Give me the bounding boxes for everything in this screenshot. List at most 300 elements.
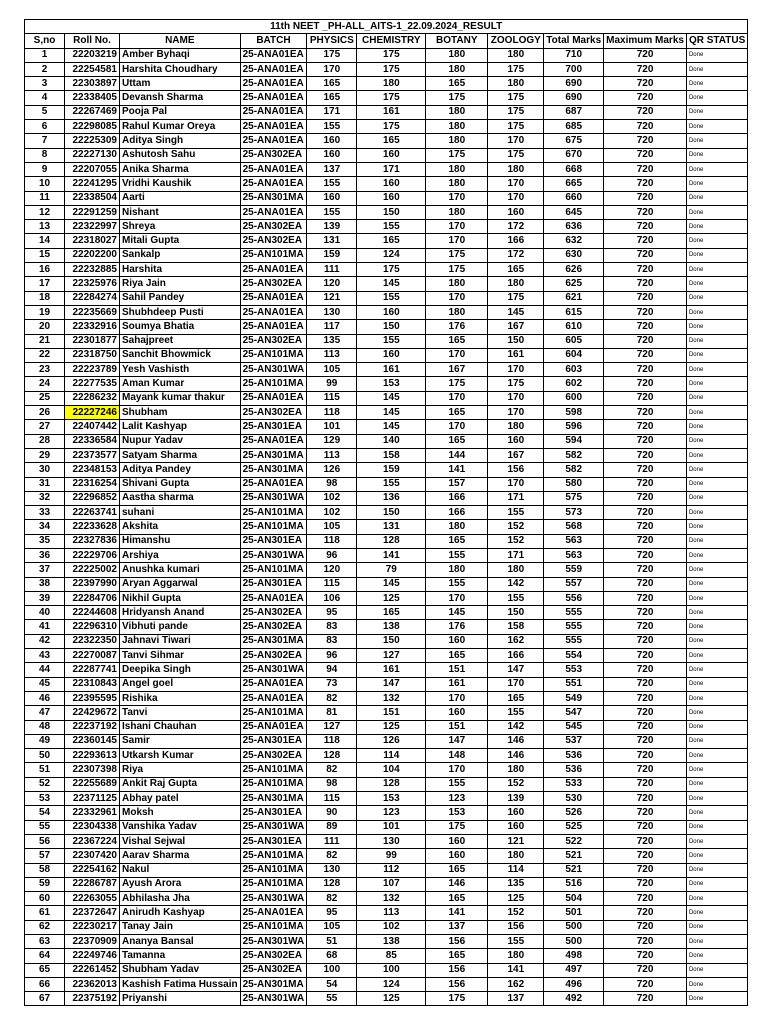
cell-name: Aastha sharma bbox=[120, 491, 241, 505]
cell-name: Satyam Sharma bbox=[120, 448, 241, 462]
cell-chemistry: 128 bbox=[357, 777, 426, 791]
cell-total-marks: 615 bbox=[544, 305, 604, 319]
table-row bbox=[25, 506, 748, 520]
cell-sno: 42 bbox=[25, 634, 65, 648]
cell-name: Rahul Kumar Oreya bbox=[120, 120, 241, 134]
cell-name: Nikhil Gupta bbox=[120, 591, 241, 605]
cell-name: Arshiya bbox=[120, 548, 241, 562]
cell-batch: 25-AN101MA bbox=[240, 348, 307, 362]
cell-qr-status: Done bbox=[686, 935, 747, 949]
cell-botany: 170 bbox=[426, 763, 488, 777]
cell-chemistry: 138 bbox=[357, 935, 426, 949]
cell-qr-status: Done bbox=[686, 734, 747, 748]
cell-botany: 165 bbox=[426, 534, 488, 548]
cell-maximum-marks: 720 bbox=[604, 792, 687, 806]
cell-total-marks: 504 bbox=[544, 892, 604, 906]
cell-chemistry: 132 bbox=[357, 892, 426, 906]
cell-botany: 166 bbox=[426, 491, 488, 505]
cell-zoology: 180 bbox=[488, 162, 544, 176]
cell-roll-no: 22286787 bbox=[65, 877, 120, 891]
cell-name: Riya bbox=[120, 763, 241, 777]
cell-name: Ishani Chauhan bbox=[120, 720, 241, 734]
table-row bbox=[25, 949, 748, 963]
cell-physics: 113 bbox=[307, 348, 357, 362]
cell-maximum-marks: 720 bbox=[604, 677, 687, 691]
cell-total-marks: 645 bbox=[544, 205, 604, 219]
cell-batch: 25-AN301WA bbox=[240, 363, 307, 377]
cell-physics: 111 bbox=[307, 263, 357, 277]
cell-physics: 160 bbox=[307, 191, 357, 205]
cell-total-marks: 602 bbox=[544, 377, 604, 391]
cell-qr-status: Done bbox=[686, 834, 747, 848]
cell-botany: 180 bbox=[426, 62, 488, 76]
cell-qr-status: Done bbox=[686, 906, 747, 920]
cell-batch: 25-AN302EA bbox=[240, 334, 307, 348]
cell-roll-no: 22318027 bbox=[65, 234, 120, 248]
cell-qr-status: Done bbox=[686, 377, 747, 391]
cell-roll-no: 22407442 bbox=[65, 420, 120, 434]
cell-total-marks: 685 bbox=[544, 120, 604, 134]
cell-sno: 17 bbox=[25, 277, 65, 291]
cell-total-marks: 603 bbox=[544, 363, 604, 377]
cell-maximum-marks: 720 bbox=[604, 420, 687, 434]
cell-botany: 180 bbox=[426, 305, 488, 319]
cell-total-marks: 537 bbox=[544, 734, 604, 748]
cell-maximum-marks: 720 bbox=[604, 277, 687, 291]
cell-zoology: 155 bbox=[488, 706, 544, 720]
cell-physics: 82 bbox=[307, 691, 357, 705]
cell-batch: 25-ANA01EA bbox=[240, 91, 307, 105]
cell-sno: 13 bbox=[25, 220, 65, 234]
cell-total-marks: 498 bbox=[544, 949, 604, 963]
cell-qr-status: Done bbox=[686, 220, 747, 234]
cell-maximum-marks: 720 bbox=[604, 920, 687, 934]
cell-qr-status: Done bbox=[686, 105, 747, 119]
cell-roll-no: 22397990 bbox=[65, 577, 120, 591]
cell-chemistry: 136 bbox=[357, 491, 426, 505]
cell-maximum-marks: 720 bbox=[604, 62, 687, 76]
cell-zoology: 152 bbox=[488, 534, 544, 548]
cell-physics: 159 bbox=[307, 248, 357, 262]
cell-sno: 8 bbox=[25, 148, 65, 162]
cell-botany: 180 bbox=[426, 563, 488, 577]
cell-batch: 25-AN302EA bbox=[240, 148, 307, 162]
cell-batch: 25-AN301WA bbox=[240, 820, 307, 834]
cell-chemistry: 99 bbox=[357, 849, 426, 863]
cell-physics: 129 bbox=[307, 434, 357, 448]
cell-maximum-marks: 720 bbox=[604, 892, 687, 906]
cell-chemistry: 85 bbox=[357, 949, 426, 963]
cell-qr-status: Done bbox=[686, 234, 747, 248]
cell-zoology: 167 bbox=[488, 320, 544, 334]
table-row bbox=[25, 391, 748, 405]
cell-roll-no: 22362013 bbox=[65, 977, 120, 991]
cell-maximum-marks: 720 bbox=[604, 691, 687, 705]
cell-botany: 167 bbox=[426, 363, 488, 377]
cell-name: Abhay patel bbox=[120, 792, 241, 806]
cell-total-marks: 522 bbox=[544, 834, 604, 848]
cell-roll-no: 22293613 bbox=[65, 749, 120, 763]
table-row bbox=[25, 906, 748, 920]
cell-name: Angel goel bbox=[120, 677, 241, 691]
cell-physics: 115 bbox=[307, 577, 357, 591]
cell-zoology: 180 bbox=[488, 563, 544, 577]
cell-botany: 141 bbox=[426, 463, 488, 477]
cell-qr-status: Done bbox=[686, 677, 747, 691]
cell-physics: 105 bbox=[307, 920, 357, 934]
cell-qr-status: Done bbox=[686, 363, 747, 377]
table-row bbox=[25, 77, 748, 91]
cell-total-marks: 596 bbox=[544, 420, 604, 434]
cell-total-marks: 605 bbox=[544, 334, 604, 348]
cell-chemistry: 175 bbox=[357, 91, 426, 105]
cell-botany: 165 bbox=[426, 77, 488, 91]
cell-roll-no: 22254162 bbox=[65, 863, 120, 877]
cell-physics: 155 bbox=[307, 120, 357, 134]
cell-chemistry: 124 bbox=[357, 248, 426, 262]
cell-physics: 160 bbox=[307, 148, 357, 162]
cell-roll-no: 22230217 bbox=[65, 920, 120, 934]
cell-roll-no: 22277535 bbox=[65, 377, 120, 391]
cell-batch: 25-AN301EA bbox=[240, 420, 307, 434]
cell-physics: 115 bbox=[307, 391, 357, 405]
cell-qr-status: Done bbox=[686, 305, 747, 319]
cell-roll-no: 22348153 bbox=[65, 463, 120, 477]
cell-chemistry: 101 bbox=[357, 820, 426, 834]
cell-chemistry: 145 bbox=[357, 577, 426, 591]
cell-sno: 34 bbox=[25, 520, 65, 534]
cell-physics: 131 bbox=[307, 234, 357, 248]
cell-batch: 25-ANA01EA bbox=[240, 320, 307, 334]
cell-batch: 25-ANA01EA bbox=[240, 391, 307, 405]
cell-name: Anushka kumari bbox=[120, 563, 241, 577]
cell-name: Himanshu bbox=[120, 534, 241, 548]
cell-physics: 118 bbox=[307, 734, 357, 748]
cell-name: Aarti bbox=[120, 191, 241, 205]
cell-total-marks: 660 bbox=[544, 191, 604, 205]
cell-name: Aditya Singh bbox=[120, 134, 241, 148]
table-row bbox=[25, 591, 748, 605]
cell-physics: 73 bbox=[307, 677, 357, 691]
cell-chemistry: 114 bbox=[357, 749, 426, 763]
cell-batch: 25-AN301WA bbox=[240, 892, 307, 906]
cell-botany: 160 bbox=[426, 634, 488, 648]
cell-sno: 3 bbox=[25, 77, 65, 91]
cell-zoology: 121 bbox=[488, 834, 544, 848]
cell-batch: 25-AN301WA bbox=[240, 491, 307, 505]
cell-sno: 10 bbox=[25, 177, 65, 191]
cell-zoology: 114 bbox=[488, 863, 544, 877]
cell-maximum-marks: 720 bbox=[604, 534, 687, 548]
cell-roll-no: 22325976 bbox=[65, 277, 120, 291]
cell-botany: 156 bbox=[426, 977, 488, 991]
cell-maximum-marks: 720 bbox=[604, 448, 687, 462]
cell-total-marks: 526 bbox=[544, 806, 604, 820]
cell-maximum-marks: 720 bbox=[604, 162, 687, 176]
cell-total-marks: 632 bbox=[544, 234, 604, 248]
cell-maximum-marks: 720 bbox=[604, 391, 687, 405]
cell-batch: 25-ANA01EA bbox=[240, 134, 307, 148]
cell-botany: 161 bbox=[426, 677, 488, 691]
cell-total-marks: 573 bbox=[544, 506, 604, 520]
table-row bbox=[25, 720, 748, 734]
cell-chemistry: 155 bbox=[357, 477, 426, 491]
cell-zoology: 152 bbox=[488, 906, 544, 920]
cell-sno: 48 bbox=[25, 720, 65, 734]
cell-chemistry: 130 bbox=[357, 834, 426, 848]
cell-name: Riya Jain bbox=[120, 277, 241, 291]
cell-name: Shubhdeep Pusti bbox=[120, 305, 241, 319]
cell-batch: 25-AN301EA bbox=[240, 806, 307, 820]
cell-name: Moksh bbox=[120, 806, 241, 820]
cell-roll-no: 22261452 bbox=[65, 963, 120, 977]
col-header-roll-no: Roll No. bbox=[65, 34, 120, 48]
cell-batch: 25-AN302EA bbox=[240, 620, 307, 634]
cell-chemistry: 127 bbox=[357, 649, 426, 663]
cell-chemistry: 125 bbox=[357, 591, 426, 605]
cell-batch: 25-AN302EA bbox=[240, 606, 307, 620]
cell-total-marks: 610 bbox=[544, 320, 604, 334]
table-row bbox=[25, 892, 748, 906]
table-row bbox=[25, 62, 748, 76]
cell-qr-status: Done bbox=[686, 177, 747, 191]
cell-batch: 25-ANA01EA bbox=[240, 105, 307, 119]
cell-qr-status: Done bbox=[686, 591, 747, 605]
table-row bbox=[25, 477, 748, 491]
cell-sno: 23 bbox=[25, 363, 65, 377]
cell-sno: 41 bbox=[25, 620, 65, 634]
cell-roll-no: 22307398 bbox=[65, 763, 120, 777]
cell-zoology: 156 bbox=[488, 920, 544, 934]
table-row bbox=[25, 577, 748, 591]
cell-maximum-marks: 720 bbox=[604, 763, 687, 777]
cell-name: Tamanna bbox=[120, 949, 241, 963]
cell-chemistry: 145 bbox=[357, 406, 426, 420]
cell-physics: 82 bbox=[307, 892, 357, 906]
cell-batch: 25-AN301MA bbox=[240, 191, 307, 205]
cell-batch: 25-AN302EA bbox=[240, 277, 307, 291]
cell-roll-no: 22371125 bbox=[65, 792, 120, 806]
cell-zoology: 135 bbox=[488, 877, 544, 891]
cell-chemistry: 100 bbox=[357, 963, 426, 977]
cell-chemistry: 150 bbox=[357, 634, 426, 648]
cell-batch: 25-AN301EA bbox=[240, 577, 307, 591]
cell-botany: 151 bbox=[426, 720, 488, 734]
cell-chemistry: 102 bbox=[357, 920, 426, 934]
cell-batch: 25-AN301WA bbox=[240, 548, 307, 562]
cell-physics: 100 bbox=[307, 963, 357, 977]
cell-name: Lalit Kashyap bbox=[120, 420, 241, 434]
cell-zoology: 152 bbox=[488, 520, 544, 534]
cell-sno: 11 bbox=[25, 191, 65, 205]
cell-physics: 120 bbox=[307, 563, 357, 577]
cell-total-marks: 687 bbox=[544, 105, 604, 119]
cell-roll-no: 22307420 bbox=[65, 849, 120, 863]
cell-batch: 25-AN302EA bbox=[240, 949, 307, 963]
cell-zoology: 175 bbox=[488, 91, 544, 105]
table-row bbox=[25, 963, 748, 977]
cell-zoology: 170 bbox=[488, 191, 544, 205]
cell-chemistry: 160 bbox=[357, 177, 426, 191]
cell-roll-no: 22203219 bbox=[65, 48, 120, 62]
cell-maximum-marks: 720 bbox=[604, 992, 687, 1006]
cell-name: Shubham Yadav bbox=[120, 963, 241, 977]
cell-batch: 25-AN301WA bbox=[240, 992, 307, 1006]
cell-qr-status: Done bbox=[686, 892, 747, 906]
cell-physics: 139 bbox=[307, 220, 357, 234]
table-row bbox=[25, 734, 748, 748]
cell-qr-status: Done bbox=[686, 863, 747, 877]
cell-sno: 36 bbox=[25, 548, 65, 562]
cell-name: Anirudh Kashyap bbox=[120, 906, 241, 920]
cell-qr-status: Done bbox=[686, 877, 747, 891]
cell-physics: 68 bbox=[307, 949, 357, 963]
cell-physics: 95 bbox=[307, 606, 357, 620]
cell-total-marks: 545 bbox=[544, 720, 604, 734]
cell-maximum-marks: 720 bbox=[604, 463, 687, 477]
cell-sno: 27 bbox=[25, 420, 65, 434]
table-row bbox=[25, 205, 748, 219]
cell-botany: 180 bbox=[426, 48, 488, 62]
cell-name: Tanvi Sihmar bbox=[120, 649, 241, 663]
cell-maximum-marks: 720 bbox=[604, 977, 687, 991]
cell-physics: 117 bbox=[307, 320, 357, 334]
col-header-sno: S,no bbox=[25, 34, 65, 48]
cell-roll-no: 22286232 bbox=[65, 391, 120, 405]
cell-roll-no: 22255689 bbox=[65, 777, 120, 791]
cell-roll-no: 22227246 bbox=[65, 406, 120, 420]
cell-sno: 19 bbox=[25, 305, 65, 319]
cell-sno: 35 bbox=[25, 534, 65, 548]
cell-zoology: 171 bbox=[488, 491, 544, 505]
cell-maximum-marks: 720 bbox=[604, 606, 687, 620]
cell-roll-no: 22229706 bbox=[65, 548, 120, 562]
cell-zoology: 150 bbox=[488, 606, 544, 620]
cell-roll-no: 22316254 bbox=[65, 477, 120, 491]
cell-batch: 25-AN301EA bbox=[240, 834, 307, 848]
table-row bbox=[25, 191, 748, 205]
cell-botany: 147 bbox=[426, 734, 488, 748]
header-row bbox=[25, 34, 748, 48]
cell-maximum-marks: 720 bbox=[604, 649, 687, 663]
cell-zoology: 141 bbox=[488, 963, 544, 977]
cell-physics: 118 bbox=[307, 406, 357, 420]
cell-sno: 60 bbox=[25, 892, 65, 906]
cell-total-marks: 554 bbox=[544, 649, 604, 663]
cell-maximum-marks: 720 bbox=[604, 263, 687, 277]
cell-total-marks: 530 bbox=[544, 792, 604, 806]
cell-total-marks: 580 bbox=[544, 477, 604, 491]
cell-total-marks: 668 bbox=[544, 162, 604, 176]
cell-sno: 29 bbox=[25, 448, 65, 462]
cell-roll-no: 22267469 bbox=[65, 105, 120, 119]
cell-qr-status: Done bbox=[686, 162, 747, 176]
cell-maximum-marks: 720 bbox=[604, 320, 687, 334]
cell-roll-no: 22207055 bbox=[65, 162, 120, 176]
cell-sno: 37 bbox=[25, 563, 65, 577]
cell-name: Amber Byhaqi bbox=[120, 48, 241, 62]
cell-name: Rishika bbox=[120, 691, 241, 705]
cell-physics: 155 bbox=[307, 177, 357, 191]
cell-chemistry: 153 bbox=[357, 792, 426, 806]
cell-total-marks: 496 bbox=[544, 977, 604, 991]
cell-batch: 25-ANA01EA bbox=[240, 677, 307, 691]
cell-roll-no: 22301877 bbox=[65, 334, 120, 348]
cell-maximum-marks: 720 bbox=[604, 563, 687, 577]
cell-physics: 96 bbox=[307, 548, 357, 562]
cell-maximum-marks: 720 bbox=[604, 820, 687, 834]
cell-sno: 20 bbox=[25, 320, 65, 334]
cell-name: Samir bbox=[120, 734, 241, 748]
result-rows bbox=[25, 48, 748, 1006]
cell-chemistry: 153 bbox=[357, 377, 426, 391]
cell-physics: 83 bbox=[307, 620, 357, 634]
cell-sno: 55 bbox=[25, 820, 65, 834]
cell-roll-no: 22304338 bbox=[65, 820, 120, 834]
cell-roll-no: 22322997 bbox=[65, 220, 120, 234]
cell-zoology: 160 bbox=[488, 806, 544, 820]
cell-name: Priyanshi bbox=[120, 992, 241, 1006]
cell-roll-no: 22327836 bbox=[65, 534, 120, 548]
cell-total-marks: 568 bbox=[544, 520, 604, 534]
cell-qr-status: Done bbox=[686, 248, 747, 262]
cell-batch: 25-AN301MA bbox=[240, 463, 307, 477]
cell-total-marks: 500 bbox=[544, 935, 604, 949]
cell-zoology: 170 bbox=[488, 677, 544, 691]
cell-name: Pooja Pal bbox=[120, 105, 241, 119]
cell-sno: 6 bbox=[25, 120, 65, 134]
cell-botany: 155 bbox=[426, 577, 488, 591]
cell-batch: 25-AN302EA bbox=[240, 220, 307, 234]
cell-name: Tanay Jain bbox=[120, 920, 241, 934]
cell-sno: 24 bbox=[25, 377, 65, 391]
cell-chemistry: 165 bbox=[357, 234, 426, 248]
cell-sno: 31 bbox=[25, 477, 65, 491]
cell-sno: 21 bbox=[25, 334, 65, 348]
cell-total-marks: 492 bbox=[544, 992, 604, 1006]
cell-total-marks: 555 bbox=[544, 620, 604, 634]
cell-sno: 12 bbox=[25, 205, 65, 219]
cell-physics: 95 bbox=[307, 906, 357, 920]
cell-physics: 101 bbox=[307, 420, 357, 434]
cell-zoology: 180 bbox=[488, 949, 544, 963]
cell-roll-no: 22232885 bbox=[65, 263, 120, 277]
cell-maximum-marks: 720 bbox=[604, 806, 687, 820]
cell-zoology: 167 bbox=[488, 448, 544, 462]
cell-roll-no: 22367224 bbox=[65, 834, 120, 848]
cell-batch: 25-AN101MA bbox=[240, 863, 307, 877]
cell-zoology: 170 bbox=[488, 477, 544, 491]
cell-botany: 170 bbox=[426, 348, 488, 362]
cell-name: Shivani Gupta bbox=[120, 477, 241, 491]
cell-sno: 64 bbox=[25, 949, 65, 963]
cell-physics: 127 bbox=[307, 720, 357, 734]
cell-physics: 81 bbox=[307, 706, 357, 720]
cell-zoology: 175 bbox=[488, 148, 544, 162]
table-row bbox=[25, 877, 748, 891]
cell-botany: 137 bbox=[426, 920, 488, 934]
cell-zoology: 180 bbox=[488, 48, 544, 62]
cell-qr-status: Done bbox=[686, 706, 747, 720]
table-row bbox=[25, 491, 748, 505]
cell-chemistry: 112 bbox=[357, 863, 426, 877]
cell-sno: 59 bbox=[25, 877, 65, 891]
cell-maximum-marks: 720 bbox=[604, 205, 687, 219]
cell-qr-status: Done bbox=[686, 849, 747, 863]
cell-chemistry: 165 bbox=[357, 606, 426, 620]
cell-roll-no: 22287741 bbox=[65, 663, 120, 677]
cell-maximum-marks: 720 bbox=[604, 849, 687, 863]
